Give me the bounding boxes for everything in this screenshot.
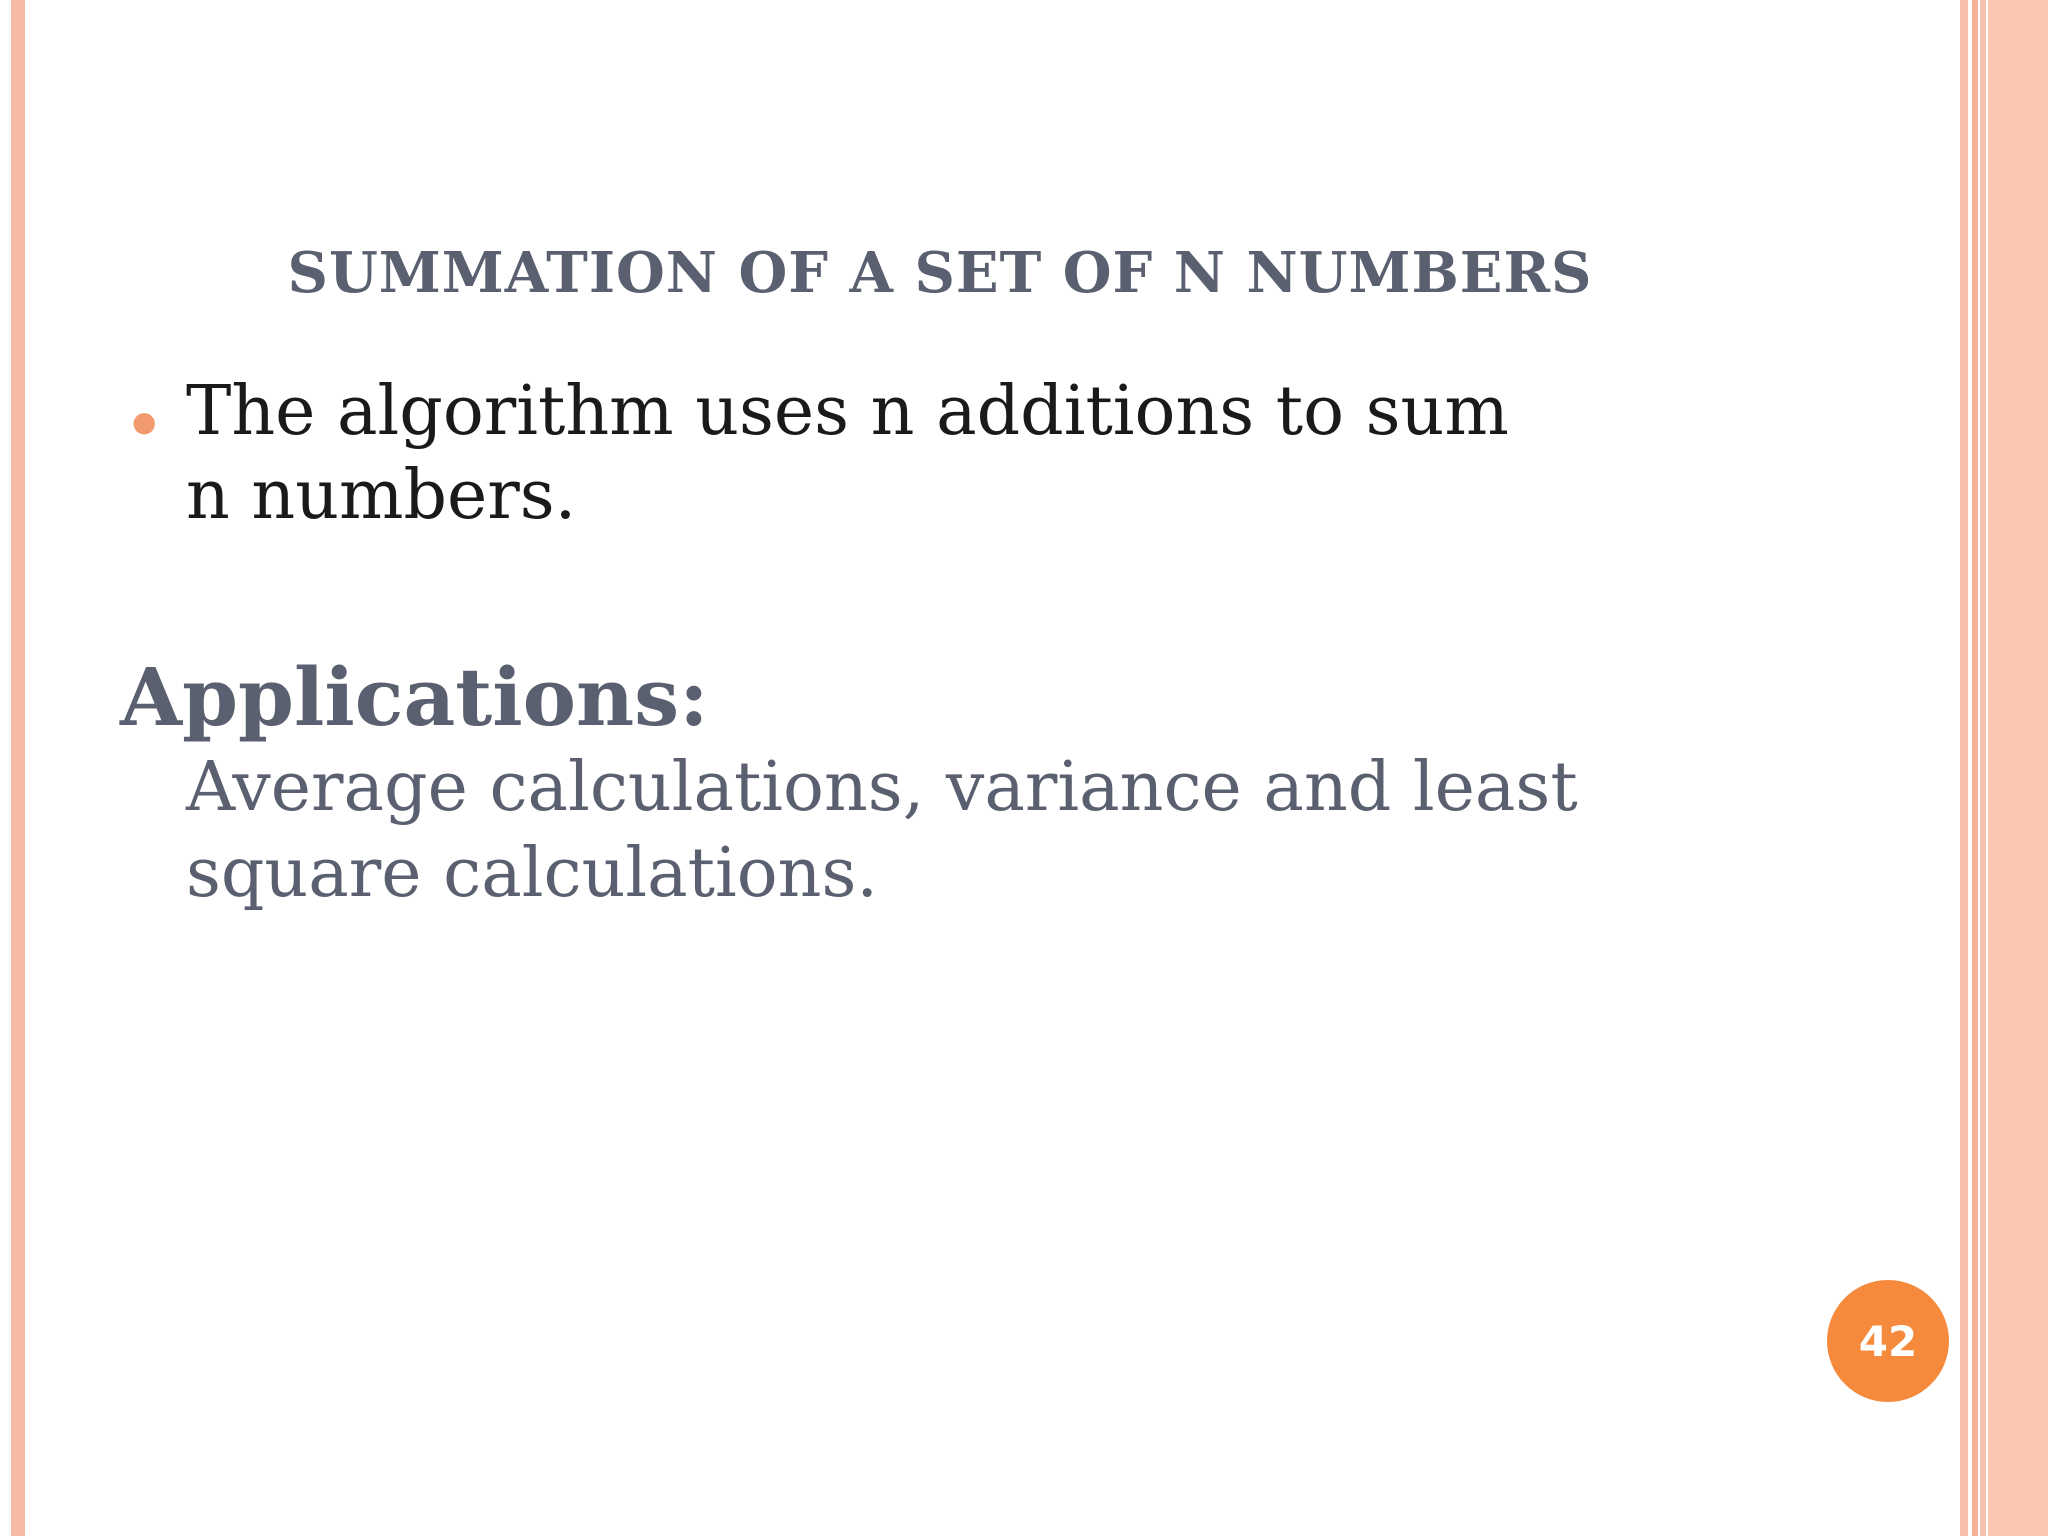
bullet-dot-icon: ●: [132, 405, 157, 438]
applications-heading: Applications:: [120, 650, 709, 744]
right-decorative-band: [1988, 0, 2048, 1536]
applications-text: Average calculations, variance and least square calculations.: [186, 748, 1578, 913]
right-decorative-stripe: [1960, 0, 1968, 1536]
bullet-text: The algorithm uses n additions to sum n numbers.: [186, 372, 1509, 535]
slide-title: SUMMATION OF A SET OF N NUMBERS: [287, 240, 1593, 306]
left-decorative-stripe: [11, 0, 25, 1536]
page-number-badge: 42: [1827, 1280, 1949, 1402]
